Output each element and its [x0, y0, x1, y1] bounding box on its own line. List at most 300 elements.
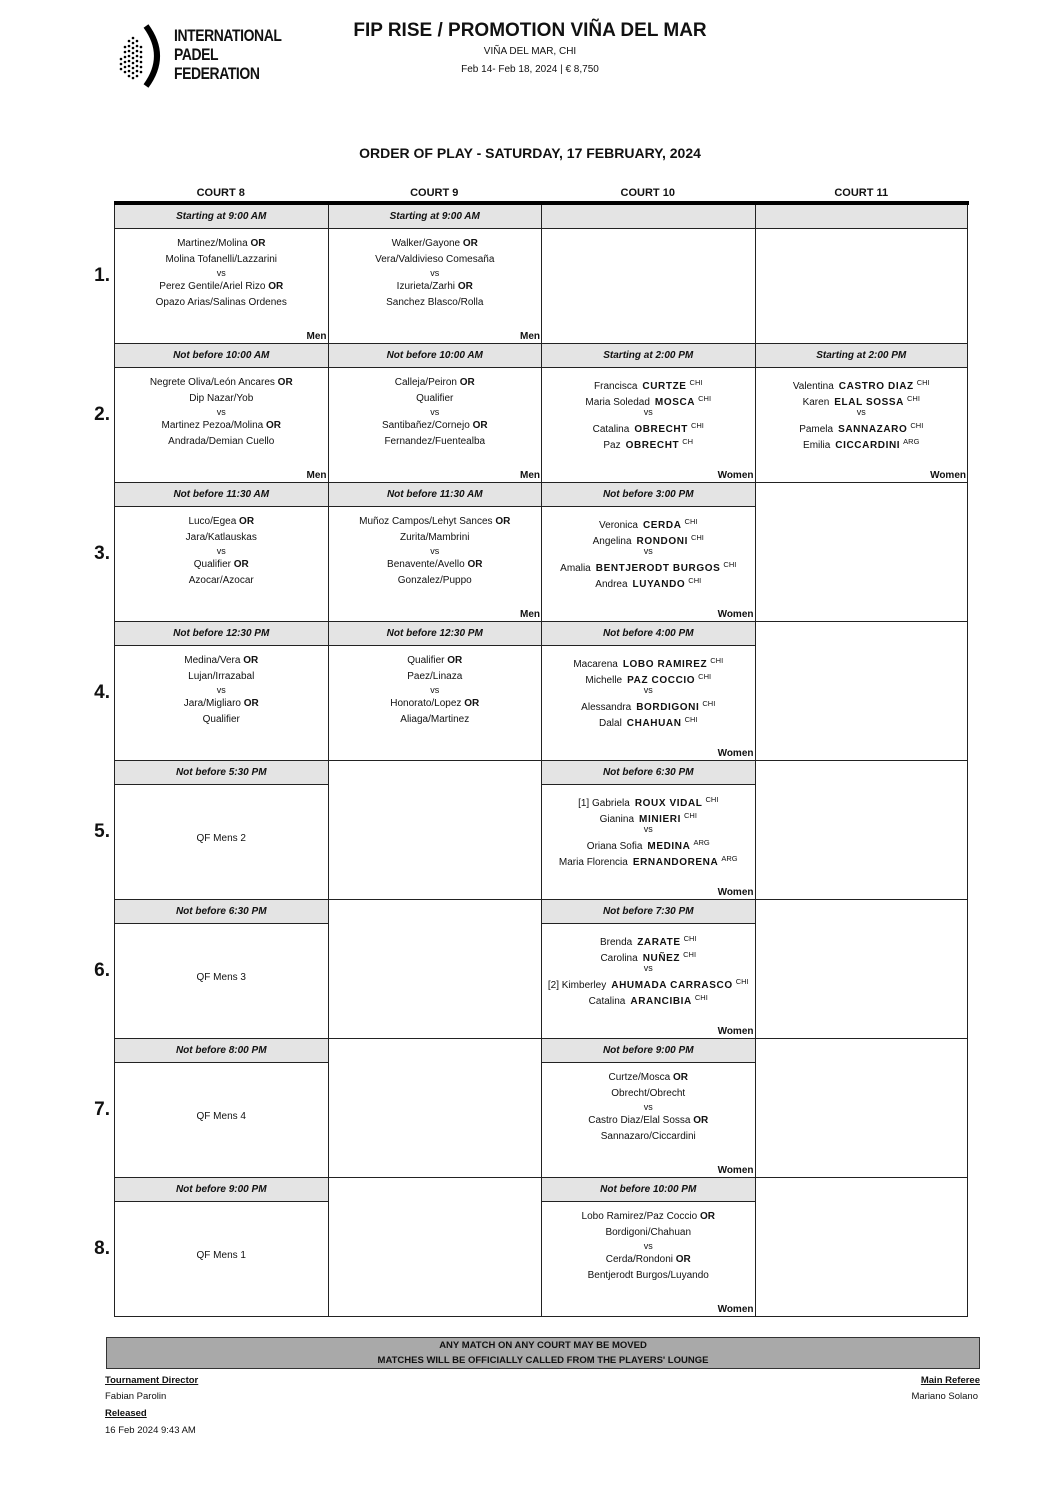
- team-line: [542, 712, 755, 728]
- category-label: Men: [306, 331, 327, 342]
- versus-label: vs: [216, 685, 226, 695]
- slot-number: 1.: [94, 265, 110, 286]
- category-label: Women: [717, 609, 754, 620]
- first-name: Amalia: [560, 563, 591, 574]
- match-players: [329, 507, 542, 589]
- team-line: [329, 434, 542, 450]
- seed: [1]: [578, 798, 590, 809]
- match-cell: [541, 622, 755, 761]
- or-label: OR: [239, 516, 255, 527]
- match-label: QF Mens 2: [196, 833, 246, 844]
- last-name: ROUX VIDAL: [634, 798, 703, 809]
- start-time: Not before 9:00 PM: [115, 1178, 328, 1202]
- last-name: ZARATE: [637, 937, 681, 948]
- nationality: CHI: [690, 533, 704, 542]
- start-time: Not before 4:00 PM: [542, 622, 755, 646]
- last-name: OBRECHT: [634, 424, 688, 435]
- start-time: Not before 10:00 AM: [329, 344, 542, 368]
- team-line: [115, 653, 328, 669]
- first-name: Catalina: [588, 996, 626, 1007]
- notice-line: ANY MATCH ON ANY COURT MAY BE MOVED: [439, 1340, 647, 1351]
- last-name: AHUMADA CARRASCO: [611, 980, 733, 991]
- last-name: BENTJERODT BURGOS: [595, 563, 721, 574]
- team-line: [542, 375, 755, 391]
- team-line: [329, 418, 542, 434]
- team-line: [329, 279, 542, 295]
- team-line: [542, 1268, 755, 1284]
- first-name: Alessandra: [581, 702, 632, 713]
- category-label: Women: [717, 748, 754, 759]
- versus-label: vs: [643, 824, 653, 834]
- team-line: [542, 653, 755, 669]
- team-line: [542, 391, 755, 407]
- last-name: PAZ COCCIO: [627, 675, 696, 686]
- first-name: Valentina: [792, 381, 834, 392]
- slot-number: 2.: [94, 404, 110, 425]
- or-label: OR: [693, 1115, 709, 1126]
- or-label: OR: [250, 238, 266, 249]
- versus-label: vs: [430, 685, 440, 695]
- team-line: [542, 669, 755, 685]
- or-label: OR: [233, 559, 249, 570]
- court-header: COURT 10: [620, 187, 675, 199]
- last-name: MINIERI: [639, 814, 682, 825]
- slot-number: 7.: [94, 1099, 110, 1120]
- match-cell: [328, 622, 542, 761]
- team-names: Calleja/Peiron: [394, 377, 457, 388]
- or-label: OR: [464, 698, 480, 709]
- category-label: Women: [717, 1165, 754, 1176]
- team-line: [542, 990, 755, 1006]
- versus-label: vs: [216, 268, 226, 278]
- team-line: [115, 279, 328, 295]
- team-names: Santibañez/Cornejo: [381, 420, 470, 431]
- category-label: Women: [930, 470, 966, 481]
- team-names: Medina/Vera: [184, 655, 241, 666]
- last-name: RONDONI: [636, 536, 688, 547]
- team-names: Curtze/Mosca: [608, 1072, 671, 1083]
- match-players: [115, 507, 328, 589]
- team-line: [329, 669, 542, 685]
- last-name: CERDA: [642, 520, 682, 531]
- match-players: [329, 368, 542, 450]
- match-cell: [541, 761, 755, 900]
- schedule-grid: [94, 205, 968, 1317]
- match-players: [542, 229, 755, 236]
- empty-cell: [755, 1178, 969, 1317]
- team-line: [115, 573, 328, 589]
- last-name: MEDINA: [647, 841, 691, 852]
- match-players: [542, 1063, 755, 1145]
- first-name: Gabriela: [592, 798, 630, 809]
- director-label: Tournament Director: [105, 1375, 199, 1386]
- team-line: [115, 375, 328, 391]
- match-cell: [541, 344, 755, 483]
- start-time: [542, 205, 755, 229]
- category-label: Men: [306, 470, 327, 481]
- match-cell: [328, 344, 542, 483]
- match-label: QF Mens 4: [196, 1111, 246, 1122]
- team-line: [542, 530, 755, 546]
- nationality: CHI: [683, 950, 697, 959]
- match-players: [115, 368, 328, 450]
- nationality: CHI: [684, 715, 698, 724]
- team-names: Lujan/Irrazabal: [188, 671, 255, 682]
- last-name: ERNANDORENA: [632, 857, 719, 868]
- match-cell: [541, 483, 755, 622]
- team-line: [329, 712, 542, 728]
- start-time: Not before 10:00 PM: [542, 1178, 755, 1202]
- start-time: Not before 12:30 PM: [115, 622, 328, 646]
- team-line: [756, 391, 968, 407]
- first-name: Andrea: [595, 579, 628, 590]
- start-time: Not before 11:30 AM: [329, 483, 542, 507]
- or-label: OR: [467, 559, 483, 570]
- team-line: [115, 696, 328, 712]
- team-names: Izurieta/Zarhi: [396, 281, 456, 292]
- match-players: [115, 1063, 328, 1070]
- team-names: Benavente/Avello: [387, 559, 465, 570]
- match-cell: [328, 483, 542, 622]
- start-time: Not before 10:00 AM: [115, 344, 328, 368]
- versus-label: vs: [643, 963, 653, 973]
- last-name: BORDIGONI: [636, 702, 700, 713]
- start-time: Not before 5:30 PM: [115, 761, 328, 785]
- logo-line: INTERNATIONAL: [174, 26, 282, 45]
- nationality: CHI: [690, 421, 704, 430]
- or-label: OR: [699, 1211, 715, 1222]
- match-players: [542, 1202, 755, 1284]
- nationality: CHI: [710, 656, 724, 665]
- team-names: Walker/Gayone: [391, 238, 461, 249]
- start-time: Not before 3:00 PM: [542, 483, 755, 507]
- slot-number: 5.: [94, 821, 110, 842]
- team-line: [542, 696, 755, 712]
- match-players: [115, 924, 328, 931]
- versus-label: vs: [430, 268, 440, 278]
- nationality: ARG: [903, 437, 920, 446]
- or-label: OR: [462, 238, 478, 249]
- nationality: CHI: [689, 378, 703, 387]
- empty-cell: [328, 1039, 542, 1178]
- versus-label: vs: [216, 407, 226, 417]
- team-names: Aliaga/Martinez: [400, 714, 470, 725]
- logo-line: PADEL: [174, 45, 219, 64]
- padel-ball-icon: [118, 24, 174, 88]
- match-cell: [541, 1178, 755, 1317]
- start-time: Starting at 2:00 PM: [756, 344, 968, 368]
- start-time: Not before 6:30 PM: [542, 761, 755, 785]
- or-label: OR: [277, 377, 293, 388]
- category-label: Men: [520, 331, 540, 342]
- referee-name: Mariano Solano: [911, 1391, 978, 1402]
- team-names: Gonzalez/Puppo: [397, 575, 472, 586]
- slot-number: 4.: [94, 682, 110, 703]
- match-players: [542, 924, 755, 1006]
- or-label: OR: [266, 420, 281, 431]
- versus-label: vs: [643, 407, 653, 417]
- last-name: SANNAZARO: [838, 424, 908, 435]
- nationality: CHI: [910, 421, 924, 430]
- time-slot-row: [94, 1039, 968, 1178]
- seed: [2]: [547, 980, 559, 991]
- team-line: [329, 391, 542, 407]
- notice-line: MATCHES WILL BE OFFICIALLY CALLED FROM THE PLAYERS' LOUNGE: [377, 1355, 709, 1366]
- versus-label: vs: [430, 546, 440, 556]
- versus-label: vs: [643, 685, 653, 695]
- ipf-logo: [118, 24, 288, 88]
- empty-cell: [755, 622, 969, 761]
- nationality: CHI: [698, 672, 712, 681]
- team-line: [542, 947, 755, 963]
- court-header: COURT 9: [410, 187, 459, 199]
- first-name: Carolina: [600, 953, 638, 964]
- first-name: Macarena: [573, 659, 618, 670]
- notice-box: [106, 1337, 980, 1369]
- team-names: Obrecht/Obrecht: [611, 1088, 686, 1099]
- nationality: ARG: [693, 838, 710, 847]
- time-slot-row: [94, 205, 968, 344]
- team-line: [542, 1129, 755, 1145]
- team-line: [542, 792, 755, 808]
- order-of-play-heading: ORDER OF PLAY - SATURDAY, 17 FEBRUARY, 2024: [359, 145, 701, 161]
- team-line: [329, 236, 542, 252]
- last-name: ARANCIBIA: [630, 996, 692, 1007]
- start-time: Starting at 9:00 AM: [115, 205, 328, 229]
- category-label: Women: [717, 470, 754, 481]
- team-line: [329, 573, 542, 589]
- match-players: [756, 229, 968, 236]
- or-label: OR: [268, 281, 284, 292]
- released-label: Released: [105, 1408, 147, 1419]
- match-cell: [328, 205, 542, 344]
- first-name: Dalal: [599, 718, 622, 729]
- or-label: OR: [675, 1254, 691, 1265]
- empty-cell: [755, 761, 969, 900]
- start-time: Starting at 9:00 AM: [329, 205, 542, 229]
- start-time: Not before 9:00 PM: [542, 1039, 755, 1063]
- logo-line: FEDERATION: [174, 64, 260, 83]
- team-line: [329, 653, 542, 669]
- match-players: [115, 785, 328, 792]
- match-cell: [114, 344, 328, 483]
- nationality: CHI: [723, 560, 737, 569]
- or-label: OR: [457, 281, 473, 292]
- team-names: Paez/Linaza: [407, 671, 463, 682]
- first-name: Veronica: [599, 520, 638, 531]
- first-name: Maria Florencia: [558, 857, 628, 868]
- or-label: OR: [459, 377, 475, 388]
- empty-cell: [328, 900, 542, 1039]
- versus-label: vs: [643, 1102, 653, 1112]
- tournament-location: VIÑA DEL MAR, CHI: [483, 46, 577, 57]
- match-cell: [541, 1039, 755, 1178]
- team-line: [115, 557, 328, 573]
- team-line: [756, 434, 968, 450]
- team-names: Luco/Egea: [188, 516, 237, 527]
- team-names: Castro Diaz/Elal Sossa: [588, 1115, 691, 1126]
- team-line: [329, 530, 542, 546]
- match-cell: [114, 1178, 328, 1317]
- court-header: COURT 8: [196, 187, 245, 199]
- time-slot-row: [94, 344, 968, 483]
- versus-label: vs: [430, 407, 440, 417]
- team-names: Perez Gentile/Ariel Rizo: [159, 281, 266, 292]
- released-time: 16 Feb 2024 9:43 AM: [105, 1425, 196, 1436]
- first-name: Catalina: [592, 424, 630, 435]
- match-cell: [114, 622, 328, 761]
- nationality: CHI: [705, 795, 719, 804]
- time-slot-row: [94, 900, 968, 1039]
- nationality: CHI: [683, 934, 697, 943]
- time-slot-row: [94, 761, 968, 900]
- first-name: Francisca: [594, 381, 638, 392]
- team-line: [115, 236, 328, 252]
- team-names: Andrada/Demian Cuello: [168, 436, 275, 447]
- match-players: [542, 507, 755, 589]
- time-slot-row: [94, 622, 968, 761]
- last-name: OBRECHT: [625, 440, 680, 451]
- team-line: [542, 557, 755, 573]
- match-label: QF Mens 3: [196, 972, 246, 983]
- team-line: [115, 434, 328, 450]
- court-header: COURT 11: [834, 187, 889, 199]
- time-slot-row: [94, 483, 968, 622]
- team-names: Vera/Valdivieso Comesaña: [375, 254, 495, 265]
- tournament-title: FIP RISE / PROMOTION VIÑA DEL MAR: [353, 20, 707, 41]
- time-slot-row: [94, 1178, 968, 1317]
- team-names: Qualifier: [407, 655, 445, 666]
- team-line: [542, 418, 755, 434]
- first-name: Emilia: [803, 440, 831, 451]
- first-name: Pamela: [799, 424, 834, 435]
- versus-label: vs: [643, 546, 653, 556]
- team-names: Martinez Pezoa/Molina: [161, 420, 264, 431]
- team-line: [756, 418, 968, 434]
- or-label: OR: [472, 420, 488, 431]
- team-names: Bentjerodt Burgos/Luyando: [587, 1270, 709, 1281]
- last-name: CICCARDINI: [835, 440, 901, 451]
- first-name: Michelle: [585, 675, 623, 686]
- team-names: Molina Tofanelli/Lazzarini: [165, 254, 278, 265]
- nationality: CHI: [916, 378, 930, 387]
- team-line: [542, 1252, 755, 1268]
- match-cell: [114, 900, 328, 1039]
- team-line: [542, 974, 755, 990]
- team-names: Zurita/Mambrini: [400, 532, 470, 543]
- first-name: Maria Soledad: [585, 397, 650, 408]
- start-time: [756, 205, 968, 229]
- team-names: Jara/Migliaro: [183, 698, 241, 709]
- last-name: MOSCA: [654, 397, 696, 408]
- team-names: Negrete Oliva/León Ancares: [149, 377, 275, 388]
- team-names: Qualifier: [193, 559, 231, 570]
- team-line: [542, 1086, 755, 1102]
- team-names: Qualifier: [202, 714, 240, 725]
- category-label: Women: [717, 1026, 754, 1037]
- match-players: [542, 785, 755, 867]
- empty-cell: [755, 1039, 969, 1178]
- match-players: [329, 646, 542, 728]
- nationality: CHI: [684, 811, 697, 820]
- category-label: Women: [717, 1304, 754, 1315]
- slot-number: 6.: [94, 960, 110, 981]
- versus-label: vs: [856, 407, 866, 417]
- or-label: OR: [447, 655, 463, 666]
- court-headers: [114, 187, 968, 199]
- last-name: CASTRO DIAZ: [838, 381, 914, 392]
- first-name: Kimberley: [561, 980, 607, 991]
- tournament-dates: Feb 14- Feb 18, 2024 | € 8,750: [461, 64, 599, 75]
- team-line: [542, 1070, 755, 1086]
- nationality: CH: [682, 437, 694, 446]
- or-label: OR: [672, 1072, 688, 1083]
- match-cell: [755, 344, 969, 483]
- team-line: [542, 1209, 755, 1225]
- match-players: [115, 1202, 328, 1209]
- slot-number: 3.: [94, 543, 110, 564]
- match-players: [115, 646, 328, 728]
- match-players: [115, 229, 328, 311]
- team-names: Lobo Ramirez/Paz Coccio: [581, 1211, 698, 1222]
- nationality: CHI: [694, 993, 708, 1002]
- match-label: QF Mens 1: [196, 1250, 246, 1261]
- start-time: Not before 6:30 PM: [115, 900, 328, 924]
- team-line: [329, 557, 542, 573]
- team-names: Azocar/Azocar: [188, 575, 254, 586]
- team-line: [542, 808, 755, 824]
- start-time: Not before 11:30 AM: [115, 483, 328, 507]
- versus-label: vs: [643, 1241, 653, 1251]
- first-name: Oriana Sofia: [586, 841, 643, 852]
- last-name: ELAL SOSSA: [834, 397, 904, 408]
- team-names: Honorato/Lopez: [390, 698, 462, 709]
- team-line: [542, 1225, 755, 1241]
- empty-cell: [755, 900, 969, 1039]
- first-name: Karen: [802, 397, 830, 408]
- category-label: Men: [520, 609, 540, 620]
- team-names: Sanchez Blasco/Rolla: [386, 297, 484, 308]
- nationality: CHI: [688, 576, 702, 585]
- nationality: CHI: [735, 977, 749, 986]
- team-line: [756, 375, 968, 391]
- team-line: [542, 851, 755, 867]
- last-name: NUÑEZ: [642, 953, 681, 964]
- team-line: [329, 375, 542, 391]
- category-label: Women: [717, 887, 754, 898]
- team-line: [542, 835, 755, 851]
- match-cell: [114, 761, 328, 900]
- or-label: OR: [243, 698, 259, 709]
- logo-text: [174, 26, 281, 83]
- team-names: Jara/Katlauskas: [185, 532, 257, 543]
- team-line: [115, 530, 328, 546]
- team-names: Sannazaro/Ciccardini: [600, 1131, 696, 1142]
- or-label: OR: [243, 655, 259, 666]
- team-line: [115, 295, 328, 311]
- team-line: [542, 514, 755, 530]
- team-names: Fernandez/Fuentealba: [384, 436, 486, 447]
- team-names: Bordigoni/Chahuan: [605, 1227, 692, 1238]
- match-players: [756, 368, 968, 450]
- empty-cell: [328, 1178, 542, 1317]
- team-line: [542, 1113, 755, 1129]
- team-line: [329, 295, 542, 311]
- match-cell: [114, 1039, 328, 1178]
- referee-label: Main Referee: [920, 1375, 980, 1386]
- first-name: Gianina: [599, 814, 635, 825]
- first-name: Paz: [603, 440, 621, 451]
